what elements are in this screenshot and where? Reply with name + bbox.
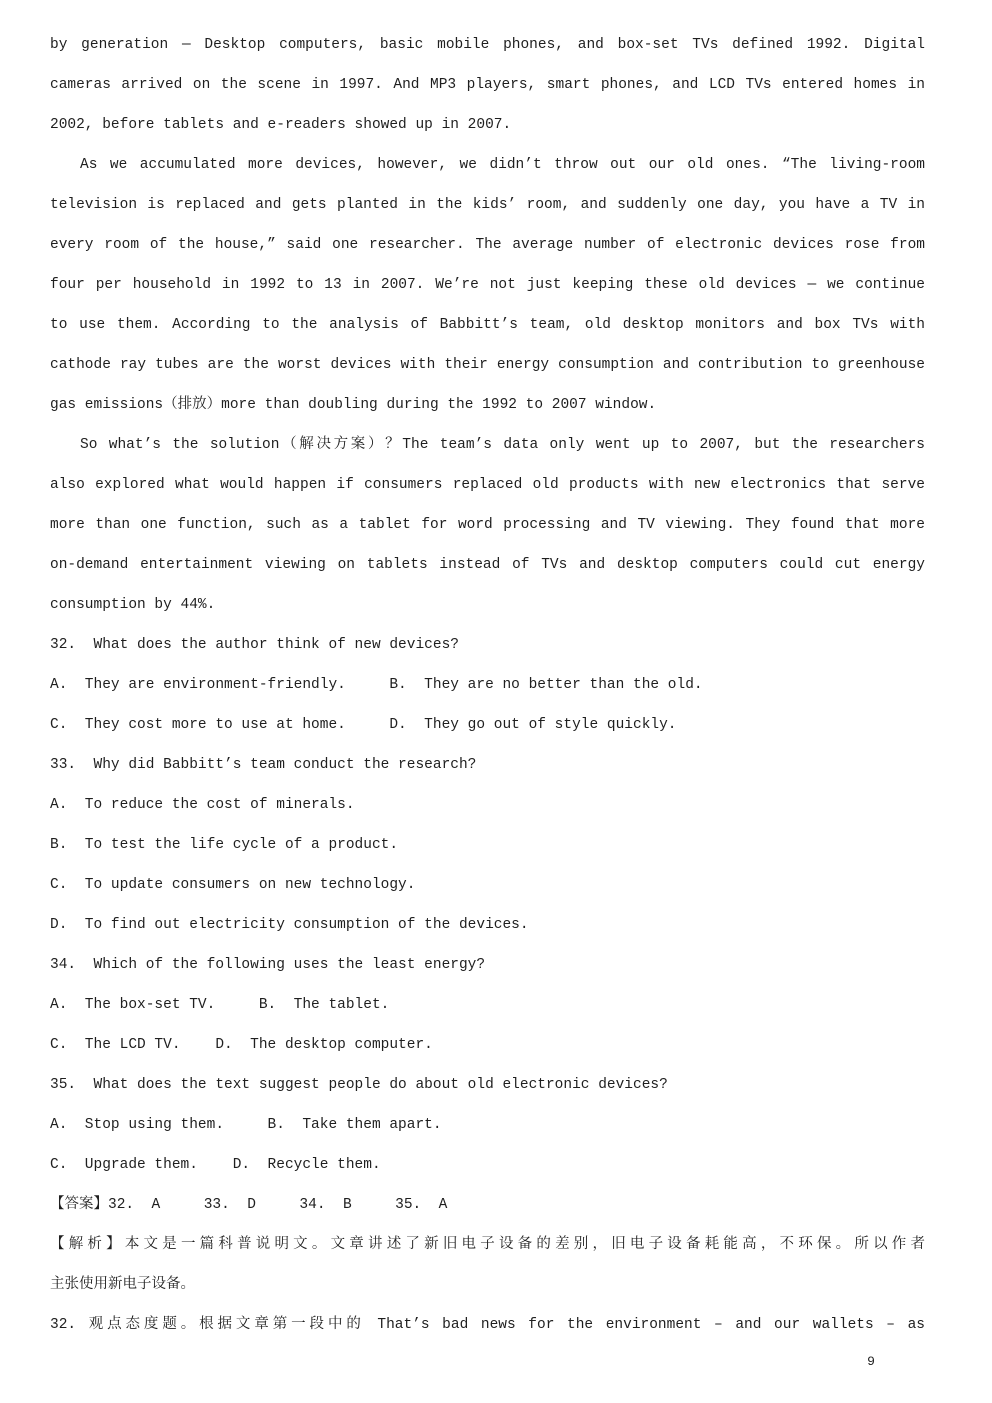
passage-paragraph-1-line: by generation — Desktop computers, basic mobile phones, and box-set TVs defined 1992. Digital [50,37,925,53]
question-34 [50,945,925,1065]
analysis-question-32 [50,1305,925,1345]
question-32-line: C. They cost more to use at home. D. They go out of style quickly. [50,717,677,733]
question-34-line: 34. Which of the following uses the least energy? [50,957,486,973]
passage-paragraph-3-line: So what’s the solution（解决方案）？The team’s data only went up to 2007, but the researchers [80,437,925,453]
passage-paragraph-2-line: gas emissions（排放）more than doubling during the 1992 to 2007 window. [50,397,657,413]
question-32-line: A. They are environment-friendly. B. They are no better than the old. [50,677,703,693]
question-35-line: A. Stop using them. B. Take them apart. [50,1117,442,1133]
question-33-line: C. To update consumers on new technology. [50,877,416,893]
answer-key-line: 【答案】32. A 33. D 34. B 35. A [50,1197,448,1213]
question-32 [50,625,925,745]
passage-paragraph-1-line: 2002, before tablets and e-readers showed up in 2007. [50,117,512,133]
passage-paragraph-3-line: consumption by 44%. [50,597,216,613]
question-32-line: 32. What does the author think of new devices? [50,637,459,653]
passage-paragraph-3 [50,425,925,625]
document-lines [50,25,925,1345]
passage-paragraph-2-line: television is replaced and gets planted in the kids’ room, and suddenly one day, you have a TV in [50,197,925,213]
question-33 [50,745,925,945]
passage-paragraph-3-line: on-demand entertainment viewing on tablets instead of TVs and desktop computers could cut energy [50,557,925,573]
question-35 [50,1065,925,1185]
question-34-line: C. The LCD TV. D. The desktop computer. [50,1037,433,1053]
question-33-line: 33. Why did Babbitt’s team conduct the research? [50,757,477,773]
question-35-line: 35. What does the text suggest people do about old electronic devices? [50,1077,668,1093]
analysis-line: 【解析】本文是一篇科普说明文。文章讲述了新旧电子设备的差别，旧电子设备耗能高，不环保。所以作者 [50,1237,925,1253]
question-33-line: B. To test the life cycle of a product. [50,837,399,853]
passage-paragraph-3-line: also explored what would happen if consumers replaced old products with new electronics that serve [50,477,925,493]
answer-key [50,1185,925,1225]
passage-paragraph-1 [50,25,925,145]
passage-paragraph-2-line: to use them. According to the analysis of Babbitt’s team, old desktop monitors and box TVs with [50,317,925,333]
analysis [50,1225,925,1305]
page-number: 9 [867,1354,875,1369]
question-35-line: C. Upgrade them. D. Recycle them. [50,1157,381,1173]
document-page [50,25,925,1345]
passage-paragraph-2-line: cathode ray tubes are the worst devices with their energy consumption and contribution to greenhouse [50,357,925,373]
passage-paragraph-2-line: As we accumulated more devices, however, we didn’t throw out our old ones. “The living-room [80,157,925,173]
passage-paragraph-3-line: more than one function, such as a tablet for word processing and TV viewing. They found that more [50,517,925,533]
passage-paragraph-2 [50,145,925,425]
passage-paragraph-2-line: four per household in 1992 to 13 in 2007. We’re not just keeping these old devices — we continue [50,277,925,293]
passage-paragraph-2-line: every room of the house,” said one researcher. The average number of electronic devices rose from [50,237,925,253]
analysis-question-32-line: 32. 观点态度题。根据文章第一段中的 That’s bad news for the environment – and our wallets – as [50,1317,925,1333]
question-33-line: A. To reduce the cost of minerals. [50,797,355,813]
passage-paragraph-1-line: cameras arrived on the scene in 1997. And MP3 players, smart phones, and LCD TVs entered homes in [50,77,925,93]
question-33-line: D. To find out electricity consumption of the devices. [50,917,529,933]
question-34-line: A. The box-set TV. B. The tablet. [50,997,390,1013]
analysis-line: 主张使用新电子设备。 [50,1277,195,1293]
